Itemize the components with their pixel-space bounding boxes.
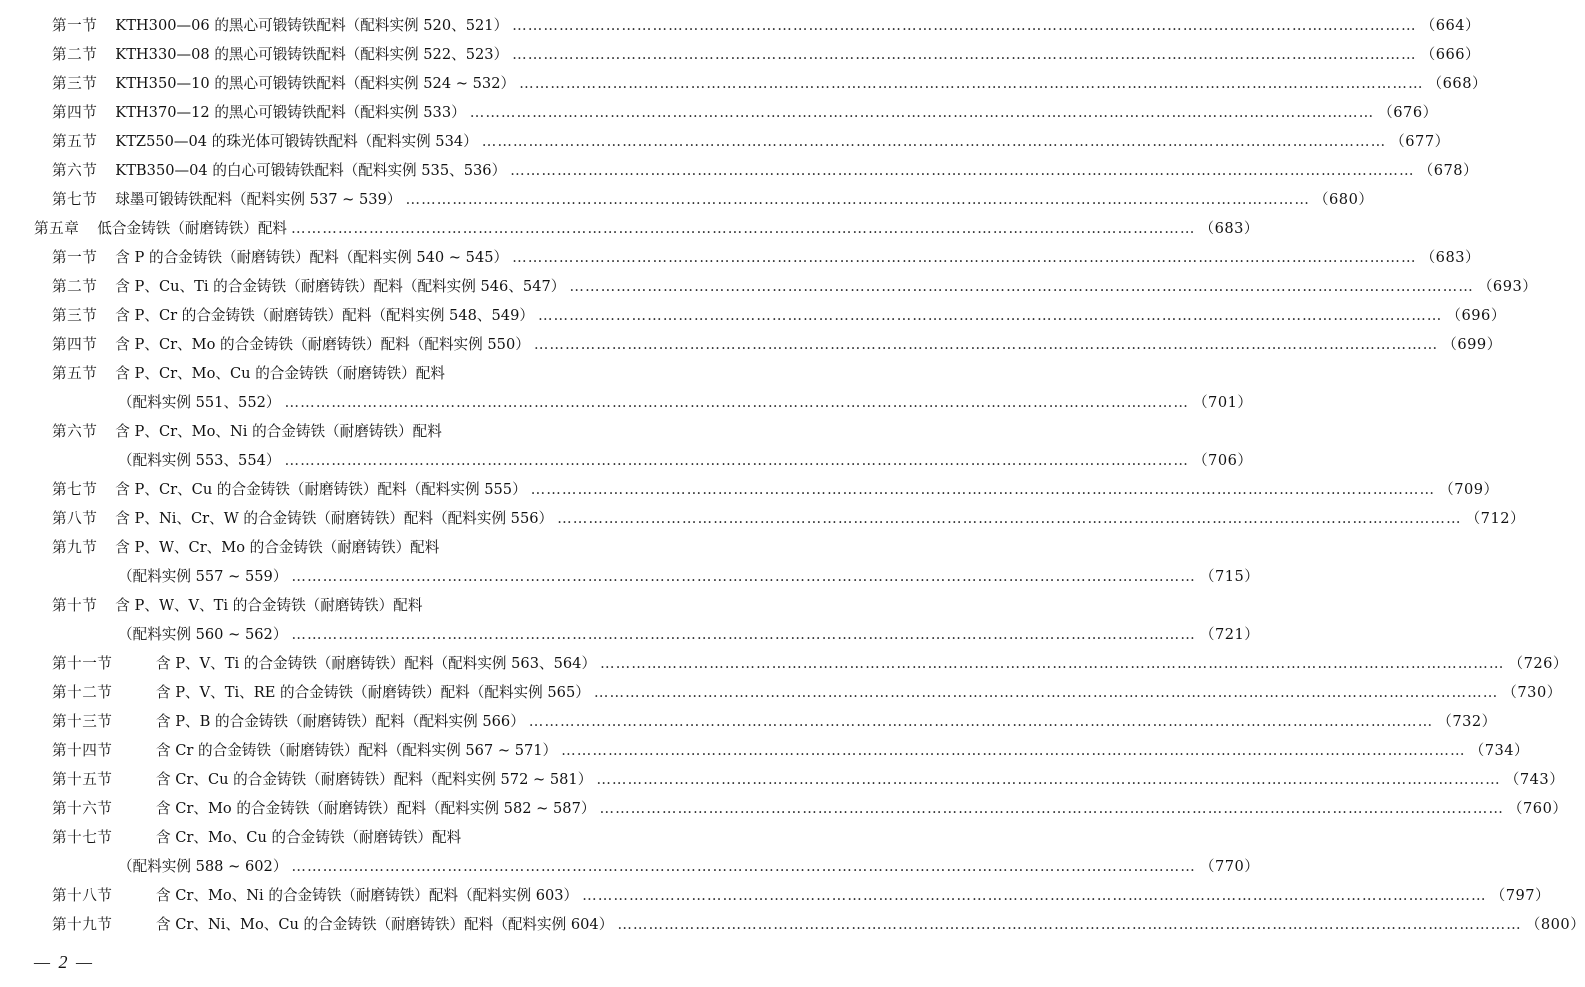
toc-entry[interactable]: [0, 156, 1479, 185]
toc-page-number: （701）: [1192, 394, 1253, 411]
toc-entry-title: KTB350—04 的白心可锻铸铁配料（配料实例 535、536）: [115, 162, 507, 179]
toc-entry-title: 含 Cr、Ni、Mo、Cu 的合金铸铁（耐磨铸铁）配料（配料实例 604）: [156, 916, 614, 933]
toc-page-number: （770）: [1199, 858, 1260, 875]
toc-entry[interactable]: [0, 649, 1569, 678]
toc-entry-title: 含 Cr、Mo 的合金铸铁（耐磨铸铁）配料（配料实例 582 ~ 587）: [156, 800, 596, 817]
toc-page-number: （712）: [1465, 510, 1526, 527]
toc-leader: [291, 214, 1195, 243]
toc-entry[interactable]: [0, 417, 699, 446]
toc-entry-label: 第十一节: [52, 655, 113, 672]
toc-entry-label: 第二节: [52, 278, 98, 295]
toc-page-number: （800）: [1525, 916, 1585, 933]
toc-leader: [599, 794, 1503, 823]
toc-entry[interactable]: [0, 40, 1481, 69]
toc-entry[interactable]: [0, 910, 1585, 939]
toc-entry[interactable]: [0, 823, 699, 852]
toc-entry-title: 含 P、Cr、Mo 的合金铸铁（耐磨铸铁）配料（配料实例 550）: [115, 336, 530, 353]
toc-entry[interactable]: [0, 272, 1538, 301]
toc-entry[interactable]: [0, 794, 1568, 823]
toc-entry[interactable]: [0, 707, 1497, 736]
toc-entry[interactable]: [0, 533, 699, 562]
toc-entry-label: 第十九节: [52, 916, 113, 933]
toc-page-number: （797）: [1490, 887, 1551, 904]
toc-leader: [538, 301, 1442, 330]
toc-leader: [534, 330, 1438, 359]
toc-entry-title: 含 P、W、V、Ti 的合金铸铁（耐磨铸铁）配料: [115, 597, 423, 614]
toc-page-number: （676）: [1378, 104, 1438, 121]
toc-entry[interactable]: [0, 504, 1526, 533]
toc-page-number: （693）: [1477, 278, 1538, 295]
toc-entry-label: 第九节: [52, 539, 98, 556]
toc-entry-continuation[interactable]: [0, 446, 1253, 475]
toc-leader: [557, 504, 1461, 533]
toc-page-number: （683）: [1199, 220, 1260, 237]
toc-entry-title: 含 P、V、Ti、RE 的合金铸铁（耐磨铸铁）配料（配料实例 565）: [156, 684, 590, 701]
toc-entry-title: （配料实例 551、552）: [118, 394, 281, 411]
toc-leader: [600, 649, 1504, 678]
toc-entry-title: 含 P、B 的合金铸铁（耐磨铸铁）配料（配料实例 566）: [156, 713, 525, 730]
toc-entry-title: KTH330—08 的黑心可锻铸铁配料（配料实例 522、523）: [115, 46, 509, 63]
toc-entry-label: 第十节: [52, 597, 98, 614]
toc-page-number: （666）: [1420, 46, 1481, 63]
toc-leader: [594, 678, 1498, 707]
toc-page-number: （726）: [1508, 655, 1569, 672]
toc-page-number: （743）: [1504, 771, 1565, 788]
toc-entry-title: KTH370—12 的黑心可锻铸铁配料（配料实例 533）: [115, 104, 466, 121]
toc-entry-label: 第三节: [52, 75, 98, 92]
toc-chapter-label: 第五章: [34, 220, 80, 237]
toc-leader: [291, 562, 1195, 591]
toc-entry[interactable]: [0, 301, 1506, 330]
toc-entry-label: 第二节: [52, 46, 98, 63]
toc-page-number: （709）: [1439, 481, 1499, 498]
toc-entry-label: 第八节: [52, 510, 98, 527]
toc-leader: [569, 272, 1473, 301]
toc-leader: [405, 185, 1309, 214]
toc-leader: [470, 98, 1374, 127]
toc-entry[interactable]: [0, 127, 1450, 156]
toc-entry-title: 含 P、Cu、Ti 的合金铸铁（耐磨铸铁）配料（配料实例 546、547）: [115, 278, 566, 295]
toc-entry-label: 第四节: [52, 336, 98, 353]
toc-entry-label: 第七节: [52, 191, 98, 208]
toc-entry-label: 第十七节: [52, 829, 113, 846]
toc-leader: [285, 446, 1189, 475]
toc-page-number: （678）: [1418, 162, 1479, 179]
toc-entry-label: 第十四节: [52, 742, 113, 759]
toc-leader: [531, 475, 1435, 504]
toc-entry-continuation[interactable]: [0, 620, 1260, 649]
toc-entry[interactable]: [0, 11, 1481, 40]
toc-entry-continuation[interactable]: [0, 388, 1253, 417]
toc-entry-title: 含 P、Cr、Mo、Cu 的合金铸铁（耐磨铸铁）配料: [115, 365, 445, 382]
toc-entry-label: 第四节: [52, 104, 98, 121]
toc-entry[interactable]: [0, 591, 699, 620]
toc-entry-title: 含 P、W、Cr、Mo 的合金铸铁（耐磨铸铁）配料: [115, 539, 440, 556]
toc-entry-label: 第五节: [52, 133, 98, 150]
toc-leader: [285, 388, 1189, 417]
toc-entry[interactable]: [0, 330, 1502, 359]
toc-entry-title: 含 P、Cr、Mo、Ni 的合金铸铁（耐磨铸铁）配料: [115, 423, 442, 440]
toc-chapter-entry[interactable]: [0, 214, 1260, 243]
toc-page-number: （664）: [1420, 17, 1481, 34]
toc-leader: [596, 765, 1500, 794]
toc-entry-title: 含 Cr、Cu 的合金铸铁（耐磨铸铁）配料（配料实例 572 ~ 581）: [156, 771, 593, 788]
toc-entry-label: 第六节: [52, 162, 98, 179]
toc-entry-title: （配料实例 553、554）: [118, 452, 281, 469]
toc-leader: [510, 156, 1414, 185]
toc-entry-title: （配料实例 557 ~ 559）: [118, 568, 288, 585]
toc-page-number: （680）: [1313, 191, 1374, 208]
toc-leader: [561, 736, 1465, 765]
toc-leader: [291, 852, 1195, 881]
toc-entry-title: 含 Cr、Mo、Ni 的合金铸铁（耐磨铸铁）配料（配料实例 603）: [156, 887, 579, 904]
toc-page-number: （683）: [1420, 249, 1481, 266]
toc-entry[interactable]: [0, 678, 1562, 707]
toc-page-number: （721）: [1199, 626, 1260, 643]
toc-entry-label: 第七节: [52, 481, 98, 498]
toc-entry-title: （配料实例 588 ~ 602）: [118, 858, 288, 875]
toc-entry-title: 含 Cr、Mo、Cu 的合金铸铁（耐磨铸铁）配料: [156, 829, 462, 846]
toc-leader: [512, 11, 1416, 40]
page-footer-number: — 2 —: [34, 952, 95, 972]
toc-page-number: （715）: [1199, 568, 1260, 585]
toc-leader: [512, 40, 1416, 69]
toc-entry[interactable]: [0, 98, 1438, 127]
toc-leader: [617, 910, 1521, 939]
toc-page-number: （696）: [1446, 307, 1506, 324]
toc-leader: [529, 707, 1433, 736]
toc-entry-label: 第五节: [52, 365, 98, 382]
toc-entry[interactable]: [0, 185, 1374, 214]
toc-leader: [482, 127, 1386, 156]
table-of-contents: [0, 11, 1585, 939]
toc-entry-label: 第六节: [52, 423, 98, 440]
toc-entry-title: KTZ550—04 的珠光体可锻铸铁配料（配料实例 534）: [115, 133, 478, 150]
toc-entry[interactable]: [0, 765, 1565, 794]
toc-entry-title: KTH300—06 的黑心可锻铸铁配料（配料实例 520、521）: [115, 17, 509, 34]
toc-page-number: （734）: [1469, 742, 1530, 759]
toc-entry[interactable]: [0, 881, 1551, 910]
toc-entry-label: 第十三节: [52, 713, 113, 730]
toc-entry-title: 含 P、V、Ti 的合金铸铁（耐磨铸铁）配料（配料实例 563、564）: [156, 655, 597, 672]
toc-entry-title: 含 P、Cr 的合金铸铁（耐磨铸铁）配料（配料实例 548、549）: [115, 307, 534, 324]
toc-entry-label: 第一节: [52, 249, 98, 266]
toc-page-number: （677）: [1390, 133, 1450, 150]
toc-entry-title: KTH350—10 的黑心可锻铸铁配料（配料实例 524 ~ 532）: [115, 75, 516, 92]
toc-page-number: （730）: [1502, 684, 1562, 701]
toc-entry-label: 第十五节: [52, 771, 113, 788]
toc-entry-title: 含 P、Cr、Cu 的合金铸铁（耐磨铸铁）配料（配料实例 555）: [115, 481, 527, 498]
toc-entry[interactable]: [0, 243, 1481, 272]
toc-page-number: （699）: [1442, 336, 1502, 353]
toc-entry-title: （配料实例 560 ~ 562）: [118, 626, 288, 643]
toc-chapter-title: 低合金铸铁（耐磨铸铁）配料: [97, 220, 288, 237]
toc-entry-continuation[interactable]: [0, 562, 1260, 591]
toc-leader: [519, 69, 1423, 98]
toc-leader: [291, 620, 1195, 649]
toc-page-number: （760）: [1507, 800, 1568, 817]
toc-entry-title: 含 P、Ni、Cr、W 的合金铸铁（耐磨铸铁）配料（配料实例 556）: [115, 510, 554, 527]
toc-entry-title: 球墨可锻铸铁配料（配料实例 537 ~ 539）: [115, 191, 402, 208]
toc-entry-label: 第十八节: [52, 887, 113, 904]
toc-entry-label: 第一节: [52, 17, 98, 34]
toc-leader: [582, 881, 1486, 910]
toc-page-number: （668）: [1427, 75, 1488, 92]
toc-page-number: （732）: [1437, 713, 1497, 730]
toc-entry-label: 第十二节: [52, 684, 113, 701]
toc-entry-title: 含 P 的合金铸铁（耐磨铸铁）配料（配料实例 540 ~ 545）: [115, 249, 509, 266]
toc-entry-label: 第三节: [52, 307, 98, 324]
toc-entry[interactable]: [0, 475, 1499, 504]
toc-entry[interactable]: [0, 359, 699, 388]
toc-entry[interactable]: [0, 69, 1488, 98]
toc-entry-label: 第十六节: [52, 800, 113, 817]
toc-page-number: （706）: [1192, 452, 1253, 469]
toc-entry-continuation[interactable]: [0, 852, 1260, 881]
toc-entry-title: 含 Cr 的合金铸铁（耐磨铸铁）配料（配料实例 567 ~ 571）: [156, 742, 558, 759]
toc-leader: [512, 243, 1416, 272]
toc-entry[interactable]: [0, 736, 1530, 765]
